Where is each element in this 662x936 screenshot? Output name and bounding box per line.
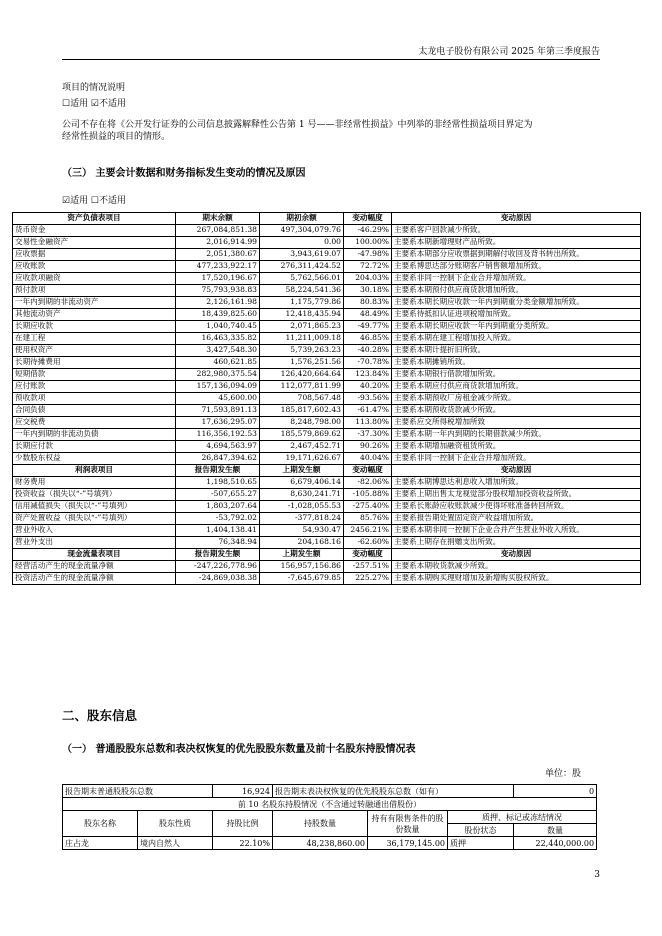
- current-value: 116,356,192.53: [176, 429, 260, 441]
- item-name: 营业外收入: [13, 525, 176, 537]
- col-qty: 持股数量: [273, 811, 368, 837]
- total-holders-value: 16,924: [213, 785, 273, 798]
- item-name: 信用减值损失（损失以“-”号填列）: [13, 501, 176, 513]
- income-row: [13, 537, 641, 549]
- item-name: 货币资金: [13, 225, 176, 237]
- item-name: 投资收益（损失以“-”号填列）: [13, 489, 176, 501]
- col-nature: 股东性质: [138, 811, 213, 837]
- income-header-row: [13, 465, 641, 477]
- holder-ratio: 22.10%: [213, 837, 273, 850]
- item-name: 应收款项融资: [13, 273, 176, 285]
- change-rate: -37.30%: [344, 429, 392, 441]
- change-rate: -93.56%: [344, 393, 392, 405]
- balance-header-3: 变动幅度: [344, 213, 392, 225]
- balance-row: [13, 405, 641, 417]
- current-value: 4,694,563.97: [176, 441, 260, 453]
- previous-value: 126,420,664.64: [260, 369, 344, 381]
- previous-value: 54,930.47: [260, 525, 344, 537]
- change-reason: 主要系本期部分应收票据到期解付收回及背书转出所致。: [392, 249, 641, 261]
- change-reason: 主要系待抵扣认证进项税增加所致。: [392, 309, 641, 321]
- balance-header-row: [13, 213, 641, 225]
- balance-row: [13, 369, 641, 381]
- previous-value: 3,943,619.07: [260, 249, 344, 261]
- holder-name: 庄占龙: [63, 837, 138, 850]
- pref-holders-value: 0: [514, 785, 597, 798]
- item-name: 一年内到期的非流动资产: [13, 297, 176, 309]
- change-rate: 90.26%: [344, 441, 392, 453]
- item-name: 其他流动资产: [13, 309, 176, 321]
- holder-status: 质押: [448, 837, 514, 850]
- previous-value: 1,576,251.56: [260, 357, 344, 369]
- item-name: 经营活动产生的现金流量净额: [13, 561, 176, 573]
- balance-row: [13, 261, 641, 273]
- previous-value: 204,168.16: [260, 537, 344, 549]
- col-restricted: 持有有限售条件的股份数量: [368, 811, 448, 837]
- intro-text-2: 经常性损益的项目的情形。: [62, 132, 171, 142]
- balance-row: [13, 237, 641, 249]
- change-rate: 113.80%: [344, 417, 392, 429]
- previous-value: 497,304,079.76: [260, 225, 344, 237]
- income-header-1: 报告期发生额: [176, 465, 260, 477]
- previous-value: 185,579,869.62: [260, 429, 344, 441]
- holder-pledge-qty: 22,440,000.00: [514, 837, 597, 850]
- holder-restricted: 36,179,145.00: [368, 837, 448, 850]
- change-rate: 72.72%: [344, 261, 392, 273]
- sub-one-title: （一） 普通股股东总数和表决权恢复的优先股股东数量及前十名股东持股情况表: [62, 744, 416, 755]
- top10-title: 前 10 名股东持股情况（不含通过转融通出借股份）: [63, 798, 597, 811]
- change-rate: -257.51%: [344, 561, 392, 573]
- income-header-4: 变动原因: [392, 465, 641, 477]
- current-value: -53,792.02: [176, 513, 260, 525]
- item-name: 预付款项: [13, 285, 176, 297]
- section-two-title: 二、股东信息: [62, 708, 138, 723]
- previous-value: -7,645,679.85: [260, 573, 344, 585]
- item-name: 预收款项: [13, 393, 176, 405]
- item-name: 应收票据: [13, 249, 176, 261]
- income-row: [13, 513, 641, 525]
- cashflow-header-0: 现金流量表项目: [13, 549, 176, 561]
- balance-row: [13, 393, 641, 405]
- previous-value: 708,567.48: [260, 393, 344, 405]
- current-value: 17,636,295.07: [176, 417, 260, 429]
- previous-value: 156,957,156.86: [260, 561, 344, 573]
- current-value: 282,980,375.54: [176, 369, 260, 381]
- holder-nature: 境内自然人: [138, 837, 213, 850]
- change-reason: 主要系本期一年内到期的长期借款减少所致。: [392, 429, 641, 441]
- change-reason: 主要系应交所得税增加所致: [392, 417, 641, 429]
- item-name: 营业外支出: [13, 537, 176, 549]
- current-value: 2,126,161.98: [176, 297, 260, 309]
- previous-value: 8,248,798.00: [260, 417, 344, 429]
- balance-row: [13, 381, 641, 393]
- change-rate: 46.85%: [344, 333, 392, 345]
- col-pledge-qty: 数量: [514, 824, 597, 837]
- change-reason: 主要系非同一控制下企业合并增加所致。: [392, 273, 641, 285]
- item-name: 财务费用: [13, 477, 176, 489]
- balance-row: [13, 309, 641, 321]
- cashflow-header-row: [13, 549, 641, 561]
- balance-row: [13, 453, 641, 465]
- intro-text-1: 公司不存在将《公开发行证券的公司信息披露解释性公告第 1 号——非经常性损益》中列举的非经常性损益项目界定为: [62, 120, 533, 130]
- item-name: 在建工程: [13, 333, 176, 345]
- cashflow-row: [13, 561, 641, 573]
- previous-value: 5,762,566.01: [260, 273, 344, 285]
- change-reason: 主要系本期银行借款增加所致。: [392, 369, 641, 381]
- shareholder-table: [62, 784, 597, 850]
- change-rate: -275.40%: [344, 501, 392, 513]
- previous-value: 58,224,541.36: [260, 285, 344, 297]
- current-value: 1,040,740.45: [176, 321, 260, 333]
- page-number: 3: [594, 870, 600, 880]
- change-reason: 主要系博思达部分账期客户销售额增加所致。: [392, 261, 641, 273]
- current-value: 1,198,510.65: [176, 477, 260, 489]
- change-rate: -70.78%: [344, 357, 392, 369]
- current-value: 460,621.85: [176, 357, 260, 369]
- change-reason: 主要系本期长期应收款一年内到期重分类金额增加所致。: [392, 297, 641, 309]
- item-name: 资产处置收益（损失以“-”号填列）: [13, 513, 176, 525]
- change-rate: 80.83%: [344, 297, 392, 309]
- income-header-0: 利润表项目: [13, 465, 176, 477]
- balance-header-1: 期末余额: [176, 213, 260, 225]
- change-rate: 85.76%: [344, 513, 392, 525]
- previous-value: 112,077,811.99: [260, 381, 344, 393]
- previous-value: 12,418,435.94: [260, 309, 344, 321]
- current-value: 45,600.00: [176, 393, 260, 405]
- change-reason: 主要系上期存在捐赠支出所致。: [392, 537, 641, 549]
- page-header: 太龙电子股份有限公司 2025 年第三季度报告: [62, 44, 600, 60]
- change-reason: 主要系本期摊销所致。: [392, 357, 641, 369]
- cashflow-header-3: 变动幅度: [344, 549, 392, 561]
- current-value: 16,463,335.82: [176, 333, 260, 345]
- balance-row: [13, 321, 641, 333]
- intro-label: 项目的情况说明: [62, 83, 126, 93]
- previous-value: 6,679,406.14: [260, 477, 344, 489]
- col-status: 股份状态: [448, 824, 514, 837]
- cashflow-header-2: 上期发生额: [260, 549, 344, 561]
- change-rate: 204.03%: [344, 273, 392, 285]
- change-reason: 主要系本期预收货款减少所致。: [392, 405, 641, 417]
- balance-row: [13, 429, 641, 441]
- previous-value: -377,818.24: [260, 513, 344, 525]
- change-rate: -46.29%: [344, 225, 392, 237]
- current-value: 477,233,922.17: [176, 261, 260, 273]
- current-value: 75,793,938.83: [176, 285, 260, 297]
- cashflow-header-1: 报告期发生额: [176, 549, 260, 561]
- item-name: 应交税费: [13, 417, 176, 429]
- change-rate: 225.27%: [344, 573, 392, 585]
- previous-value: 2,467,452.71: [260, 441, 344, 453]
- current-value: 76,348.94: [176, 537, 260, 549]
- change-reason: 主要系本期长期应收款一年内到期重分类所致。: [392, 321, 641, 333]
- previous-value: 1,175,779.86: [260, 297, 344, 309]
- current-value: -247,226,778.96: [176, 561, 260, 573]
- balance-row: [13, 441, 641, 453]
- change-rate: -40.28%: [344, 345, 392, 357]
- balance-row: [13, 225, 641, 237]
- current-value: 17,520,196.67: [176, 273, 260, 285]
- balance-row: [13, 297, 641, 309]
- item-name: 使用权资产: [13, 345, 176, 357]
- item-name: 投资活动产生的现金流量净额: [13, 573, 176, 585]
- change-rate: 40.20%: [344, 381, 392, 393]
- change-reason: 主要系本期预付供应商货款增加所致。: [392, 285, 641, 297]
- current-value: 1,404,138.41: [176, 525, 260, 537]
- previous-value: 11,211,009.18: [260, 333, 344, 345]
- item-name: 长期应付款: [13, 441, 176, 453]
- balance-row: [13, 333, 641, 345]
- change-rate: 40.04%: [344, 453, 392, 465]
- change-rate: 100.00%: [344, 237, 392, 249]
- item-name: 长期待摊费用: [13, 357, 176, 369]
- total-holders-label: 报告期末普通股股东总数: [63, 785, 213, 798]
- unit-label: 单位：股: [545, 769, 582, 779]
- item-name: 合同负债: [13, 405, 176, 417]
- previous-value: 0.00: [260, 237, 344, 249]
- current-value: 267,084,851.38: [176, 225, 260, 237]
- change-reason: 主要系长账龄应收账款减少使得坏账准备转回所致。: [392, 501, 641, 513]
- change-rate: -49.77%: [344, 321, 392, 333]
- balance-header-2: 期初余额: [260, 213, 344, 225]
- current-value: -507,655.27: [176, 489, 260, 501]
- item-name: 应收账款: [13, 261, 176, 273]
- change-rate: 2456.21%: [344, 525, 392, 537]
- balance-row: [13, 285, 641, 297]
- income-row: [13, 489, 641, 501]
- col-pledge: 质押、标记或冻结情况: [448, 811, 597, 824]
- current-value: 18,439,825.60: [176, 309, 260, 321]
- item-name: 长期应收款: [13, 321, 176, 333]
- income-row: [13, 477, 641, 489]
- item-name: 一年内到期的非流动负债: [13, 429, 176, 441]
- current-value: -24,869,038.38: [176, 573, 260, 585]
- income-row: [13, 501, 641, 513]
- previous-value: 276,311,424.52: [260, 261, 344, 273]
- previous-value: 5,739,263.23: [260, 345, 344, 357]
- change-reason: 主要系非同一控制下企业合并增加所致。: [392, 453, 641, 465]
- change-reason: 主要系上期出售太龙视觉部分股权增加投资收益所致。: [392, 489, 641, 501]
- current-value: 3,427,548.30: [176, 345, 260, 357]
- pref-holders-label: 报告期末表决权恢复的优先股股东总数（如有）: [273, 785, 514, 798]
- balance-header-0: 资产负债表项目: [13, 213, 176, 225]
- balance-row: [13, 417, 641, 429]
- change-reason: 主要系本期购买理财增加及新增购买股权所致。: [392, 573, 641, 585]
- change-rate: -82.06%: [344, 477, 392, 489]
- current-value: 26,847,394.62: [176, 453, 260, 465]
- change-rate: -61.47%: [344, 405, 392, 417]
- holder-qty: 48,238,860.00: [273, 837, 368, 850]
- current-value: 2,016,914.99: [176, 237, 260, 249]
- financial-change-table: [12, 212, 641, 585]
- item-name: 少数股东权益: [13, 453, 176, 465]
- previous-value: -1,028,055.53: [260, 501, 344, 513]
- previous-value: 185,817,602.43: [260, 405, 344, 417]
- balance-header-4: 变动原因: [392, 213, 641, 225]
- change-reason: 主要系本期应付供应商货款增加所致。: [392, 381, 641, 393]
- income-row: [13, 525, 641, 537]
- item-name: 应付账款: [13, 381, 176, 393]
- change-rate: 30.18%: [344, 285, 392, 297]
- balance-row: [13, 249, 641, 261]
- section-three-title: （三） 主要会计数据和财务指标发生变动的情况及原因: [62, 168, 306, 179]
- col-name: 股东名称: [63, 811, 138, 837]
- change-rate: 123.84%: [344, 369, 392, 381]
- income-header-3: 变动幅度: [344, 465, 392, 477]
- item-name: 交易性金融资产: [13, 237, 176, 249]
- current-value: 71,593,891.13: [176, 405, 260, 417]
- change-reason: 主要系本期博思达利息收入增加所致。: [392, 477, 641, 489]
- current-value: 2,051,380.67: [176, 249, 260, 261]
- current-value: 1,803,207.64: [176, 501, 260, 513]
- change-rate: 48.49%: [344, 309, 392, 321]
- change-reason: 主要系客户回款减少所致。: [392, 225, 641, 237]
- shareholder-row: [63, 837, 597, 850]
- balance-row: [13, 357, 641, 369]
- change-rate: -62.60%: [344, 537, 392, 549]
- balance-row: [13, 345, 641, 357]
- change-reason: 主要系报告期处置固定资产收益增加所致。: [392, 513, 641, 525]
- previous-value: 19,171,626.67: [260, 453, 344, 465]
- change-reason: 主要系本期在建工程增加投入所致。: [392, 333, 641, 345]
- change-reason: 主要系本期非同一控制下企业合并产生营业外收入所致。: [392, 525, 641, 537]
- cashflow-row: [13, 573, 641, 585]
- previous-value: 2,071,865.23: [260, 321, 344, 333]
- intro-check: ☐适用 ☑不适用: [62, 99, 126, 109]
- current-value: 157,136,094.09: [176, 381, 260, 393]
- previous-value: 8,630,241.71: [260, 489, 344, 501]
- change-rate: -105.88%: [344, 489, 392, 501]
- change-reason: 主要系本期预收厂房租金减少所致。: [392, 393, 641, 405]
- section-three-check: ☑适用 ☐不适用: [62, 196, 126, 206]
- change-rate: -47.98%: [344, 249, 392, 261]
- balance-row: [13, 273, 641, 285]
- change-reason: 主要系本期新增理财产品所致。: [392, 237, 641, 249]
- change-reason: 主要系本期计提折旧所致。: [392, 345, 641, 357]
- income-header-2: 上期发生额: [260, 465, 344, 477]
- change-reason: 主要系本期收货款减少所致。: [392, 561, 641, 573]
- col-ratio: 持股比例: [213, 811, 273, 837]
- change-reason: 主要系本期增加融资租赁所致。: [392, 441, 641, 453]
- cashflow-header-4: 变动原因: [392, 549, 641, 561]
- item-name: 短期借款: [13, 369, 176, 381]
